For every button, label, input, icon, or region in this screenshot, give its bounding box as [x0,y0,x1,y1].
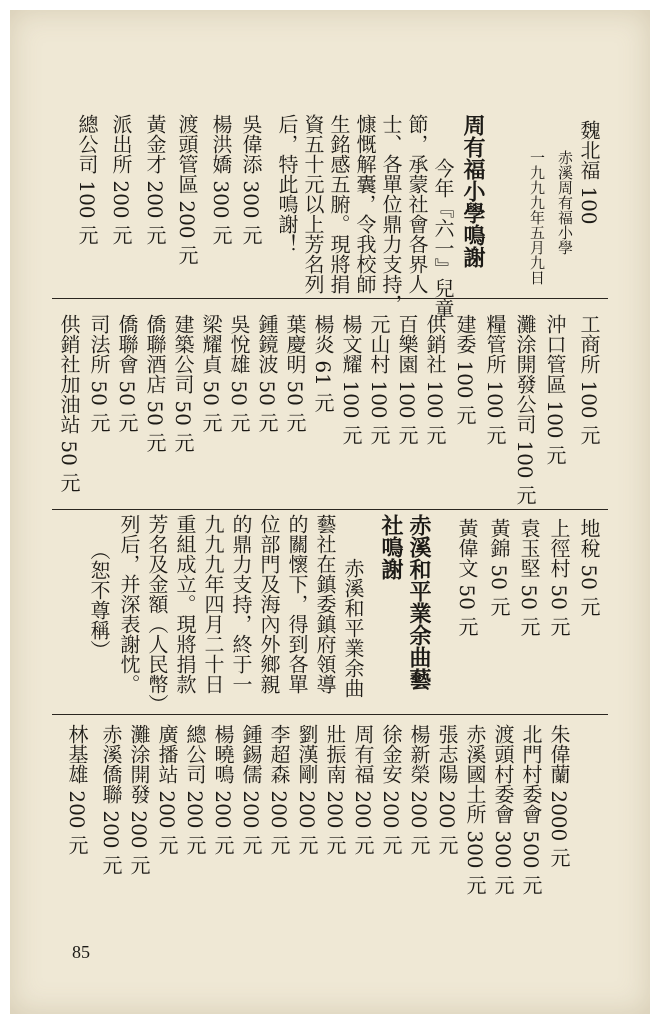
donor-line: 供銷社加油站 50 元 [57,314,81,493]
donor-line: 建委 100 元 [453,314,477,425]
donor-line: 楊洪嬌 300 元 [209,114,233,245]
divider [52,509,608,510]
donor-line: 僑聯會 50 元 [115,314,139,433]
notice-body-line: （恕不尊稱） [87,540,111,660]
donor-line: 地稅 50 元 [577,518,601,617]
divider [52,298,608,299]
donor-line: 廣播站 200 元 [155,724,179,855]
notice-body-line: 赤溪和平業余曲 [341,558,365,698]
notice-body-line: 慷慨解囊，令我校師 [353,114,377,294]
notice-body-line: 藝社在鎮委鎮府領導 [313,514,337,694]
donor-line: 梁耀貞 50 元 [199,314,223,433]
notice-body-line: 今年『六一』兒童 [431,158,455,318]
notice-body-line: 重組成立。現將捐款 [173,514,197,694]
donor-line: 吳悅雄 50 元 [227,314,251,433]
notice-body-line: 的鼎力支持，終于一 [229,514,253,694]
donor-line: 鍾鏡波 50 元 [255,314,279,433]
notice-body-line: 節，承蒙社會各界人 [405,114,429,294]
donor-line: 林基雄 200 元 [65,724,89,855]
notice-body-line: 芳名及金額（人民幣） [145,514,169,714]
donor-line: 楊文耀 100 元 [339,314,363,445]
donor-line: 張志陽 200 元 [435,724,459,855]
donor-line: 司法所 50 元 [87,314,111,433]
donor-line: 赤溪僑聯 200 元 [99,724,123,875]
donor-line: 供銷社 100 元 [423,314,447,445]
notice-title: 社鳴謝 [378,514,404,580]
donor-line: 徐金安 200 元 [379,724,403,855]
notice-body-line: 生銘感五腑。現將捐 [327,114,351,294]
donor-line: 總公司 100 元 [75,114,99,245]
notice-body-line: 士、各單位鼎力支持， [379,114,403,314]
donor-line: 楊新榮 200 元 [407,724,431,855]
donor-line: 吳偉添 300 元 [239,114,263,245]
donor-line: 黃偉文 50 元 [455,518,479,637]
donor-line: 建築公司 50 元 [171,314,195,453]
divider [52,714,608,715]
donor-line: 渡頭管區 200 元 [175,114,199,265]
notice-title: 赤溪和平業余曲藝 [406,514,432,690]
donor-line: 上徑村 50 元 [547,518,571,637]
notice-body-line: 資五十元以上芳名列 [301,114,325,294]
donor-line: 灘涂開發公司 100 元 [513,314,537,505]
page-number: 85 [72,942,90,962]
donor-line: 劉漢剛 200 元 [295,724,319,855]
donor-line: 北門村委會 500 元 [519,724,543,895]
donor-line: 周有福 200 元 [351,724,375,855]
notice-title: 周有福小學鳴謝 [460,114,486,268]
donor-line: 工商所 100 元 [577,314,601,445]
donor-line: 僑聯酒店 50 元 [143,314,167,453]
notice-body-line: 九九九年四月二十日 [201,514,225,694]
signature-line: 赤溪周有福小學 [556,150,574,255]
donor-line: 袁玉堅 50 元 [517,518,541,637]
scanned-page [10,10,650,1014]
donor-line: 葉慶明 50 元 [283,314,307,433]
notice-body-line: 的關懷下，得到各單 [285,514,309,694]
donor-line: 壯振南 200 元 [323,724,347,855]
donor-line: 沖口管區 100 元 [543,314,567,465]
date-line: 一九九九年五月九日 [528,150,546,285]
notice-body-line: 位部門及海內外鄉親 [257,514,281,694]
donor-line: 楊曉鳴 200 元 [211,724,235,855]
donor-line: 朱偉蘭 2000 元 [547,724,571,868]
donor-line: 楊炎 61 元 [311,314,335,413]
donor-line: 赤溪國土所 300 元 [463,724,487,895]
donor-line: 鍾錫儒 200 元 [239,724,263,855]
donor-line: 元山村 100 元 [367,314,391,445]
notice-body-line: 后，特此鳴謝！ [275,114,299,254]
donor-line: 派出所 200 元 [109,114,133,245]
donor-line: 黃金才 200 元 [143,114,167,245]
donor-line: 黃錦 50 元 [487,518,511,617]
donor-line: 百樂園 100 元 [395,314,419,445]
donor-line: 灘涂開發 200 元 [127,724,151,875]
donor-line: 渡頭村委會 300 元 [491,724,515,895]
notice-body-line: 列后，并深表謝忱。 [117,514,141,694]
donor-line: 魏北福 100 [577,120,601,225]
donor-line: 李超森 200 元 [267,724,291,855]
donor-line: 糧管所 100 元 [483,314,507,445]
donor-line: 總公司 200 元 [183,724,207,855]
